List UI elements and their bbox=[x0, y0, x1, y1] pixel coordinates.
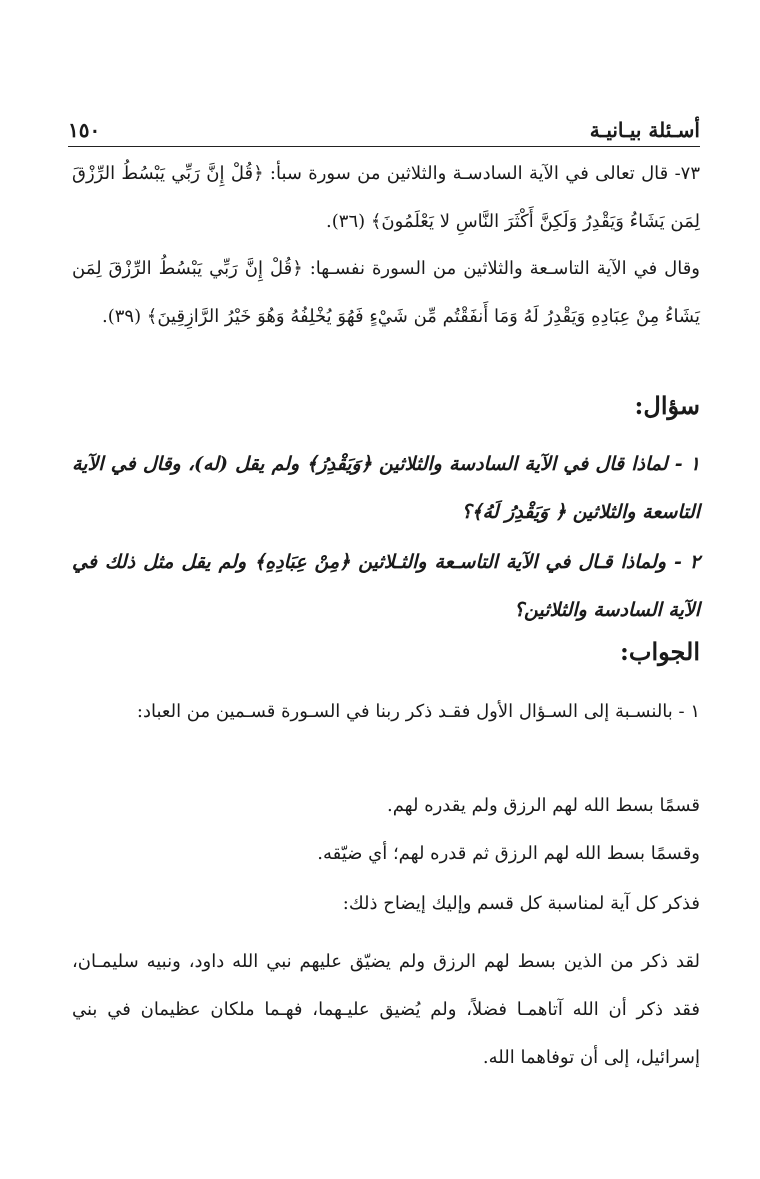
answer-line-2: وقسمًا بسط الله لهم الرزق ثم قدره لهم؛ أي ضيّقه. bbox=[317, 843, 700, 864]
questions-heading: سؤال: bbox=[634, 391, 700, 420]
running-title: أسـئلة بيـانيـة bbox=[589, 118, 700, 142]
answer-line-1: قسمًا بسط الله لهم الرزق ولم يقدره لهم. bbox=[386, 795, 700, 816]
answer-heading: الجواب: bbox=[620, 637, 700, 666]
answer-line-3: فذكر كل آية لمناسبة كل قسم وإليك إيضاح ذلك: bbox=[342, 893, 700, 914]
page-header bbox=[68, 112, 700, 147]
answer-paragraph-1: ١ - بالنسـبة إلى السـؤال الأول فقـد ذكر ربنا في السـورة قسـمين من العباد: bbox=[136, 701, 700, 722]
paragraph-verse-39: وقال في الآية التاسـعة والثلاثين من السورة نفسـها: ﴿قُلْ إِنَّ رَبِّي يَبْسُطُ الرِّزْقَ لِمَن يَشَاءُ مِنْ عِبَادِهِ وَيَقْدِرُ لَهُ وَمَا أَنفَقْتُم مِّن شَيْءٍ فَهُوَ يُخْلِفُهُ وَهُوَ خَيْرُ الرَّازِقِينَ﴾ (٣٩). bbox=[72, 258, 700, 327]
question-1: ١ - لماذا قال في الآية السادسة والثلاثين ﴿وَيَقْدِرُ﴾ ولم يقل (له)، وقال في الآية التاسعة والثلاثين ﴿ وَيَقْدِرُ لَهُ﴾؟ bbox=[72, 453, 700, 523]
question-2: ٢ - ولماذا قـال في الآية التاسـعة والثـلاثين ﴿مِنْ عِبَادِهِ﴾ ولم يقل مثل ذلك في الآية السادسة والثلاثين؟ bbox=[72, 551, 700, 621]
page-number: ١٥٠ bbox=[68, 118, 101, 142]
answer-paragraph-2: لقد ذكر من الذين بسط لهم الرزق ولم يضيّق عليهم نبي الله داود، ونبيه سليمـان، فقد ذكر أن الله آتاهمـا فضلاً، ولم يُضيق عليـهما، فهـما ملكان عظيمان في بني إسرائيل، إلى أن توفاهما الله. bbox=[72, 951, 700, 1068]
paragraph-verse-36: ٧٣- قال تعالى في الآية السادسـة والثلاثين من سورة سبأ: ﴿قُلْ إِنَّ رَبِّي يَبْسُطُ الرِّزْقَ لِمَن يَشَاءُ وَيَقْدِرُ وَلَكِنَّ أَكْثَرَ النَّاسِ لا يَعْلَمُونَ﴾ (٣٦). bbox=[72, 163, 700, 232]
